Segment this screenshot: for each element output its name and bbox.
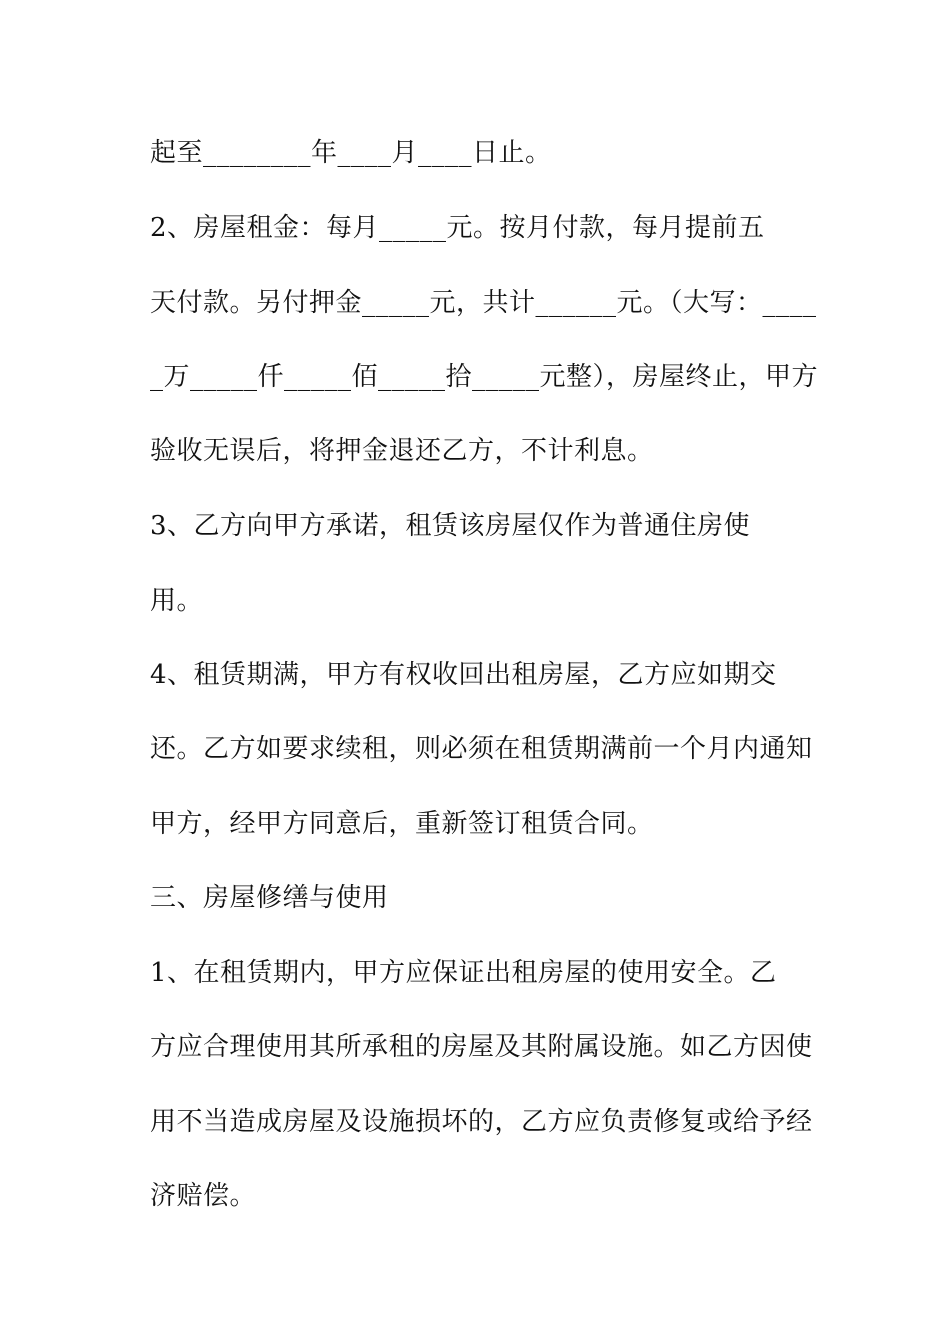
text-line: 1、在租赁期内，甲方应保证出租房屋的使用安全。乙 <box>150 958 777 988</box>
text-line: _万_____仟_____佰_____拾_____元整），房屋终止，甲方 <box>150 362 819 392</box>
text-line: 甲方，经甲方同意后，重新签订租赁合同。 <box>150 809 654 839</box>
text-line: 用。 <box>150 586 204 616</box>
text-line: 用不当造成房屋及设施损坏的，乙方应负责修复或给予经 <box>150 1107 813 1137</box>
text-line: 2、房屋租金：每月_____元。按月付款，每月提前五 <box>150 213 765 243</box>
text-line: 天付款。另付押金_____元，共计______元。（大写：____ <box>150 288 817 318</box>
text-line: 起至________年____月____日止。 <box>150 138 552 168</box>
text-line: 3、乙方向甲方承诺，租赁该房屋仅作为普通住房使 <box>150 511 751 541</box>
section-heading: 三、房屋修缮与使用 <box>150 883 389 913</box>
text-line: 4、租赁期满，甲方有权收回出租房屋，乙方应如期交 <box>150 660 777 690</box>
text-line: 还。乙方如要求续租，则必须在租赁期满前一个月内通知 <box>150 734 813 764</box>
text-line: 济赔偿。 <box>150 1181 257 1211</box>
text-line: 方应合理使用其所承租的房屋及其附属设施。如乙方因使 <box>150 1032 813 1062</box>
text-line: 验收无误后，将押金退还乙方，不计利息。 <box>150 436 654 466</box>
